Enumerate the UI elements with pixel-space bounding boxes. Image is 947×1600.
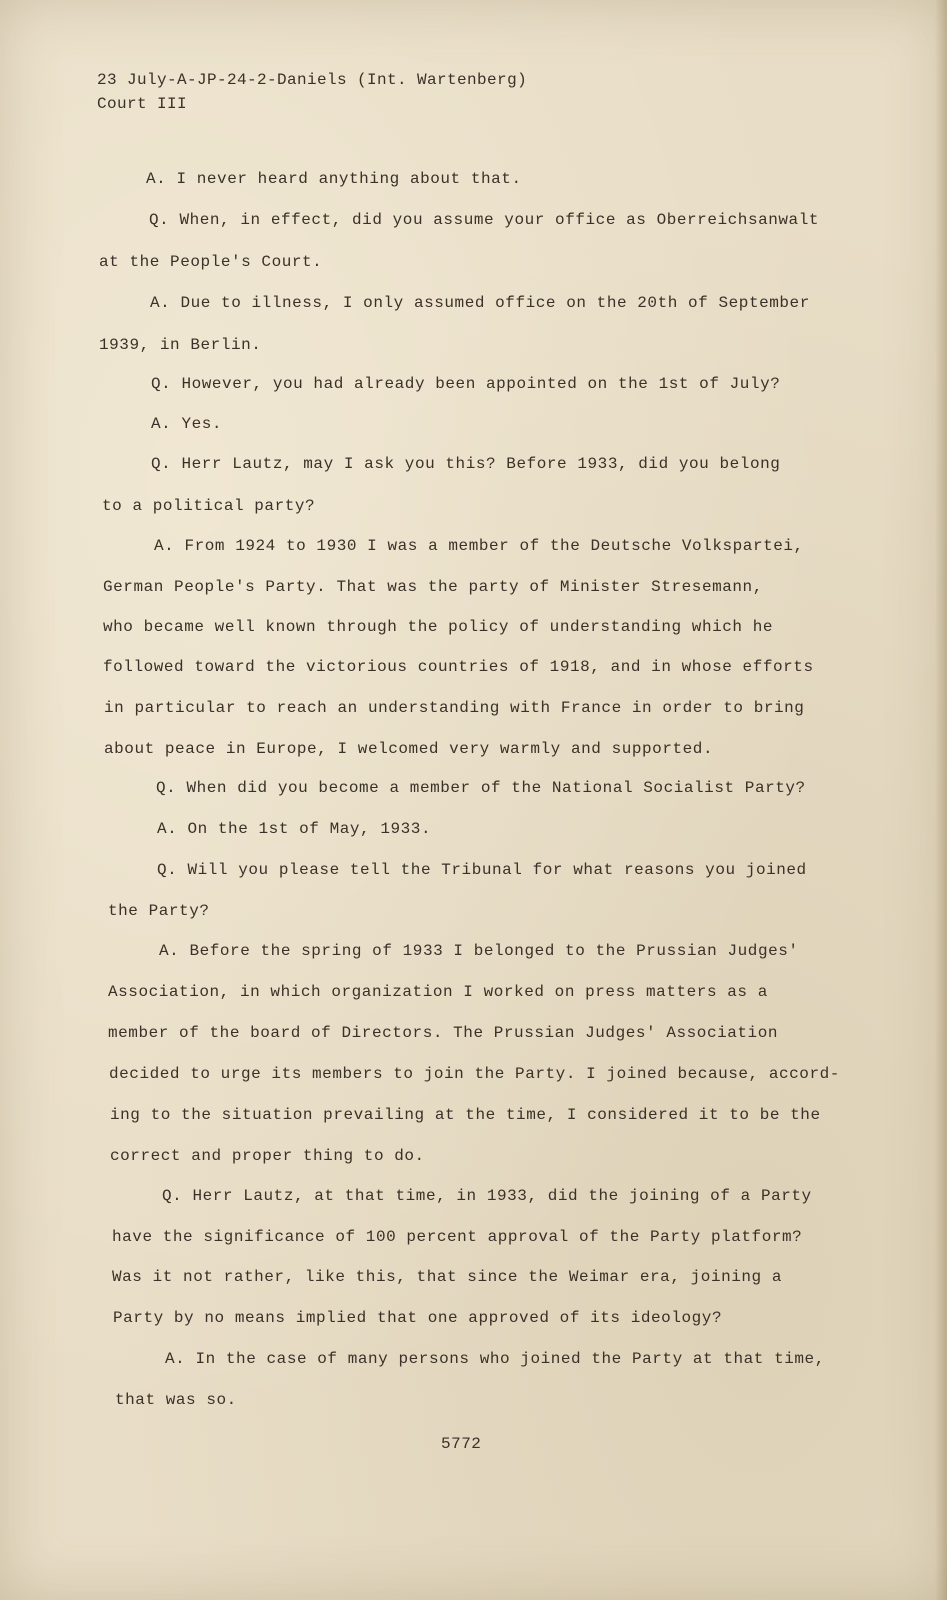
transcript-line: 1939, in Berlin. bbox=[99, 336, 262, 354]
transcript-line: Q. Will you please tell the Tribunal for what reasons you joined bbox=[157, 861, 807, 879]
transcript-line: who became well known through the policy of understanding which he bbox=[103, 618, 774, 636]
transcript-line: that was so. bbox=[115, 1391, 237, 1409]
transcript-line: A. In the case of many persons who joined the Party at that time, bbox=[165, 1350, 825, 1368]
transcript-line: A. On the 1st of May, 1933. bbox=[157, 820, 432, 838]
transcript-line: Was it not rather, like this, that since the Weimar era, joining a bbox=[112, 1268, 783, 1286]
transcript-line: followed toward the victorious countries of 1918, and in whose efforts bbox=[103, 658, 814, 676]
transcript-line: have the significance of 100 percent approval of the Party platform? bbox=[112, 1228, 803, 1246]
page-number: 5772 bbox=[441, 1435, 482, 1453]
transcript-line: Q. When did you become a member of the National Socialist Party? bbox=[156, 779, 806, 797]
transcript-line: to a political party? bbox=[102, 497, 316, 515]
transcript-line: Association, in which organization I worked on press matters as a bbox=[108, 983, 768, 1001]
transcript-line: Q. When, in effect, did you assume your office as Oberreichsanwalt bbox=[149, 211, 820, 229]
transcript-line: Q. Herr Lautz, may I ask you this? Before 1933, did you belong bbox=[151, 455, 781, 473]
transcript-line: in particular to reach an understanding with France in order to bring bbox=[104, 699, 805, 717]
transcript-line: A. From 1924 to 1930 I was a member of the Deutsche Volkspartei, bbox=[154, 537, 804, 555]
transcript-line: decided to urge its members to join the Party. I joined because, accord- bbox=[109, 1065, 840, 1083]
transcript-line: Party by no means implied that one approved of its ideology? bbox=[113, 1309, 723, 1327]
header-line-2: Court III bbox=[97, 95, 188, 113]
transcript-line: A. I never heard anything about that. bbox=[146, 170, 522, 188]
transcript-line: ing to the situation prevailing at the time, I considered it to be the bbox=[110, 1106, 821, 1124]
transcript-line: A. Yes. bbox=[151, 415, 223, 433]
transcript-line: A. Before the spring of 1933 I belonged to the Prussian Judges' bbox=[159, 942, 799, 960]
header-line-1: 23 July-A-JP-24-2-Daniels (Int. Wartenberg) bbox=[97, 71, 528, 89]
transcript-line: correct and proper thing to do. bbox=[110, 1147, 425, 1165]
transcript-line: A. Due to illness, I only assumed office on the 20th of September bbox=[150, 294, 810, 312]
transcript-line: Q. Herr Lautz, at that time, in 1933, did the joining of a Party bbox=[162, 1187, 812, 1205]
transcript-line: German People's Party. That was the party of Minister Stresemann, bbox=[103, 578, 763, 596]
transcript-line: at the People's Court. bbox=[99, 253, 323, 271]
transcript-line: the Party? bbox=[108, 902, 210, 920]
transcript-line: member of the board of Directors. The Prussian Judges' Association bbox=[108, 1024, 779, 1042]
transcript-line: Q. However, you had already been appointed on the 1st of July? bbox=[151, 375, 781, 393]
transcript-line: about peace in Europe, I welcomed very warmly and supported. bbox=[104, 740, 714, 758]
